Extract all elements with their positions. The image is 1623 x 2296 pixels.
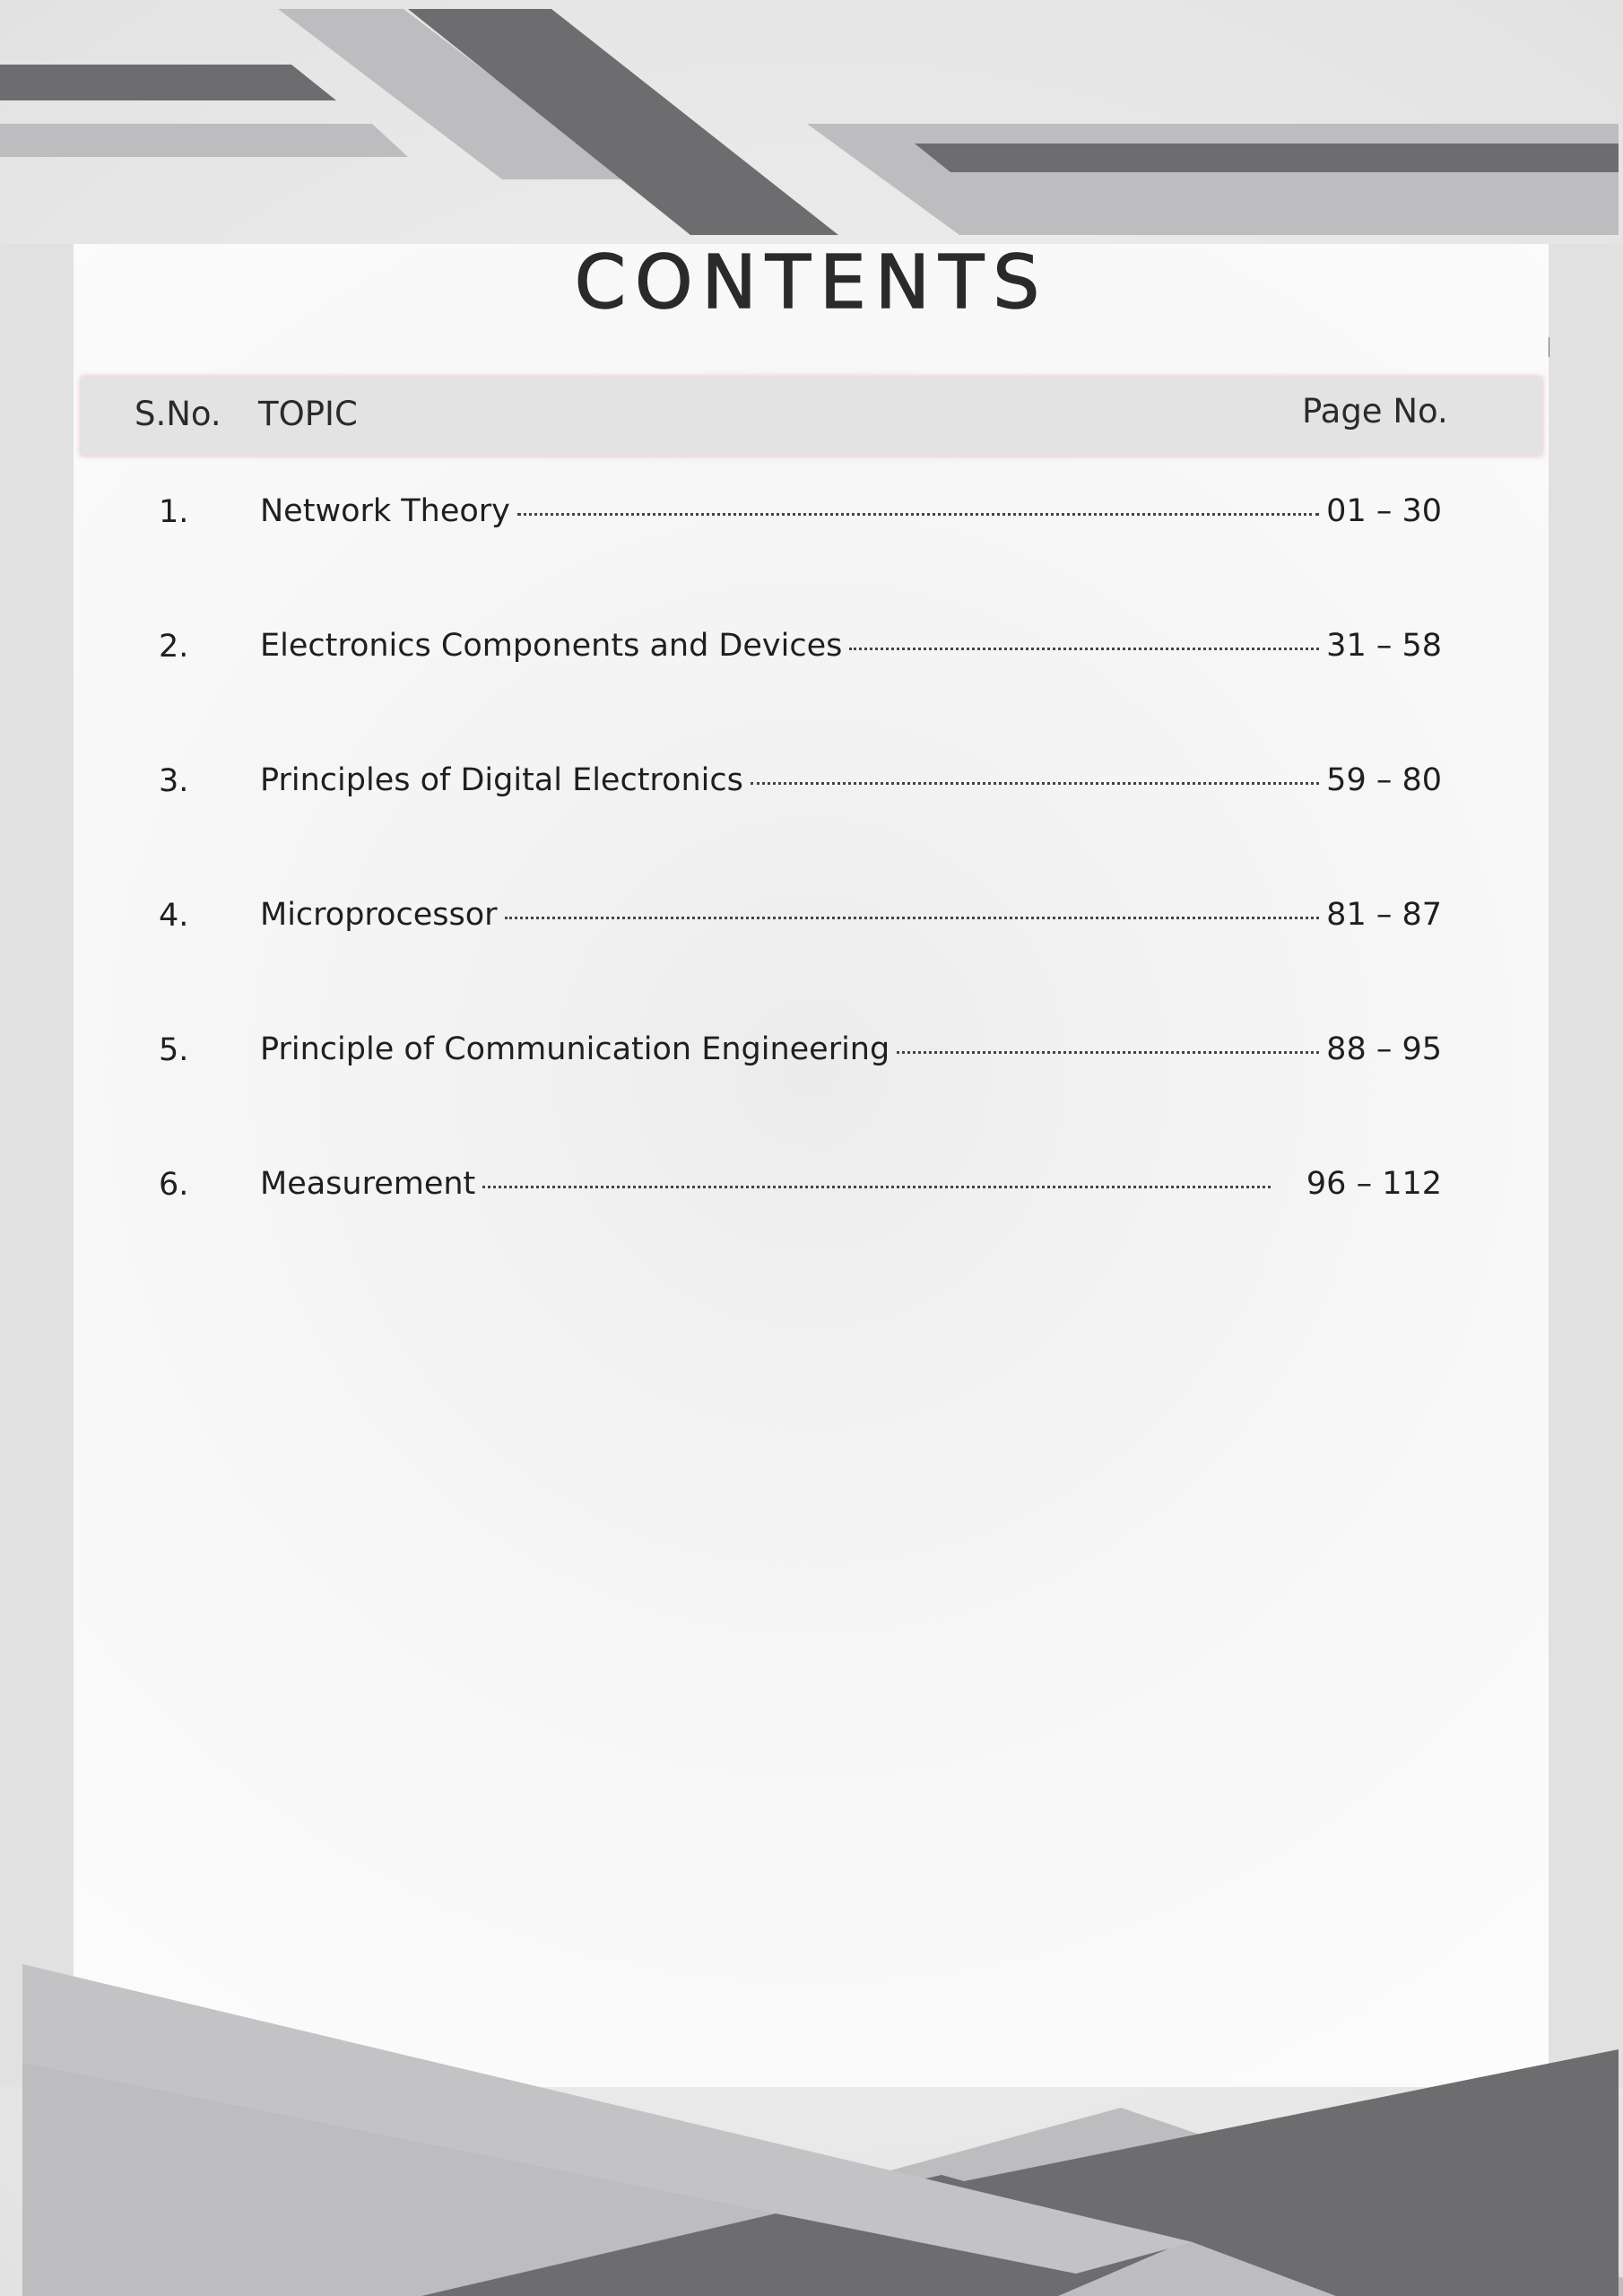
page-title: CONTENTS [574, 240, 1049, 326]
entry-topic: Microprocessor [260, 897, 498, 933]
dot-leader [505, 917, 1320, 919]
dot-leader [751, 782, 1319, 785]
entry-pages: 88 – 95 [1326, 1031, 1442, 1067]
entry-pages: 96 – 112 [1306, 1166, 1442, 1202]
dot-leader [849, 648, 1319, 650]
entry-topic: Principles of Digital Electronics [260, 762, 743, 798]
entry-number: 2. [159, 629, 189, 665]
toc-entry[interactable] [0, 621, 1623, 674]
entry-topic: Network Theory [260, 493, 510, 529]
entry-number: 6. [159, 1167, 189, 1203]
toc-entry[interactable] [0, 1024, 1623, 1078]
top-band-dark-right [915, 144, 1619, 172]
entry-line [260, 1164, 1442, 1205]
toc-entry[interactable] [0, 890, 1623, 944]
toc-entry[interactable] [0, 755, 1623, 809]
bottom-band-light-peak [430, 2108, 1623, 2296]
entry-line [260, 895, 1442, 936]
dot-leader [897, 1051, 1319, 1054]
entry-line [260, 491, 1442, 533]
top-band-light-diagonal [278, 9, 628, 179]
dot-leader [482, 1186, 1271, 1188]
entry-number: 3. [159, 763, 189, 799]
entry-topic: Measurement [260, 1166, 476, 1202]
page-no-header: Page No. [1302, 392, 1448, 430]
topic-header: TOPIC [258, 395, 358, 433]
top-band-dark-diagonal [408, 9, 838, 235]
top-band-dark-left [0, 65, 336, 100]
entry-line [260, 761, 1442, 802]
bottom-band-dark-center [421, 2175, 1184, 2296]
toc-entry[interactable] [0, 486, 1623, 540]
toc-entry[interactable] [0, 1159, 1623, 1213]
dot-leader [517, 513, 1319, 516]
entry-pages: 81 – 87 [1326, 897, 1442, 933]
entry-topic: Principle of Communication Engineering [260, 1031, 890, 1067]
entry-pages: 31 – 58 [1326, 628, 1442, 664]
entry-number: 1. [159, 494, 189, 530]
entry-number: 5. [159, 1032, 189, 1068]
top-band-light-left [0, 124, 408, 157]
sno-header: S.No. [135, 395, 221, 433]
top-band-light-right [807, 124, 1619, 235]
entry-line [260, 626, 1442, 667]
entry-pages: 01 – 30 [1326, 493, 1442, 529]
entry-number: 4. [159, 898, 189, 934]
entry-line [260, 1030, 1442, 1071]
entry-topic: Electronics Components and Devices [260, 628, 843, 664]
entry-pages: 59 – 80 [1326, 762, 1442, 798]
